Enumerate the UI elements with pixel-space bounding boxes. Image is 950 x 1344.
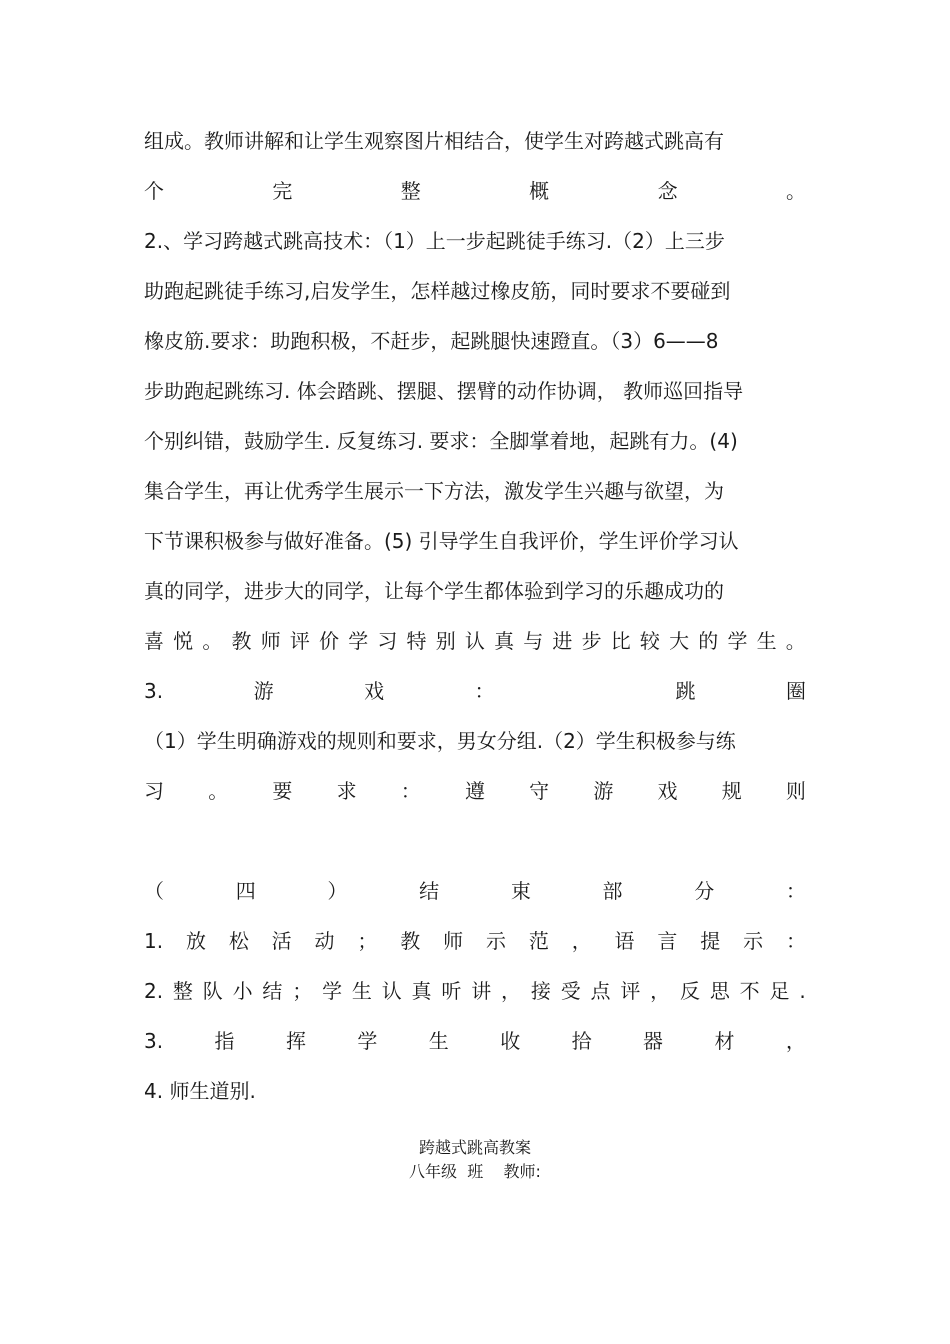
document-footer — [0, 1136, 950, 1184]
text-token: 念 — [657, 179, 678, 203]
text-token: 四 — [235, 879, 256, 903]
text-token: ； — [292, 979, 313, 1003]
text-token: 比 — [610, 629, 631, 653]
text-token: 分 — [694, 879, 715, 903]
text-token: 收 — [500, 1029, 521, 1053]
text-line — [144, 824, 806, 874]
text-token: ： — [785, 879, 806, 903]
text-token: 真 — [494, 629, 515, 653]
text-token: 游 — [253, 679, 274, 703]
text-token: 2. — [144, 979, 164, 1003]
text-token: 足 — [769, 979, 790, 1003]
text-token: 结 — [262, 979, 283, 1003]
text-token: 思 — [709, 979, 730, 1003]
text-token: 拾 — [571, 1029, 592, 1053]
text-token: ， — [501, 979, 522, 1003]
text-token: 生 — [351, 979, 372, 1003]
text-line — [144, 974, 806, 1024]
text-token: 束 — [510, 879, 531, 903]
text-token: ； — [357, 929, 378, 953]
text-token: 语 — [614, 929, 635, 953]
text-token: 真 — [411, 979, 432, 1003]
text-token: 材 — [714, 1029, 735, 1053]
text-token: 悦 — [173, 629, 194, 653]
text-token: 喜 — [144, 629, 164, 653]
text-token: 个 — [144, 179, 164, 203]
text-line — [144, 924, 806, 974]
text-line — [144, 1024, 806, 1074]
text-token: 习 — [377, 629, 398, 653]
text-token: 要 — [272, 779, 293, 803]
text-token: 师 — [443, 929, 464, 953]
text-line: 4. 师生道别. — [144, 1079, 256, 1103]
text-token: 挥 — [285, 1029, 306, 1053]
text-token: 示 — [485, 929, 506, 953]
text-token: 点 — [590, 979, 611, 1003]
text-line: 下节课积极参与做好准备。(5) 引导学生自我评价，学生评价学习认 — [144, 529, 739, 553]
text-line: 个别纠错，鼓励学生. 反复练习. 要求：全脚掌着地，起跳有力。(4) — [144, 429, 738, 453]
text-token: 听 — [441, 979, 462, 1003]
text-token: 教 — [231, 629, 252, 653]
text-token: 学 — [357, 1029, 378, 1053]
text-token: 的 — [698, 629, 719, 653]
text-line: 助跑起跳徒手练习,启发学生，怎样越过橡皮筋，同时要求不要碰到 — [144, 279, 731, 303]
text-token: ） — [327, 879, 348, 903]
text-token: 生 — [428, 1029, 449, 1053]
text-line: 集合学生，再让优秀学生展示一下方法，激发学生兴趣与欲望，为 — [144, 479, 724, 503]
text-line: 真的同学，进步大的同学，让每个学生都体验到学习的乐趣成功的 — [144, 579, 724, 603]
text-token: 范 — [528, 929, 549, 953]
text-token: 认 — [381, 979, 402, 1003]
text-token: ： — [400, 779, 421, 803]
text-token: 。 — [202, 629, 223, 653]
text-token: 游 — [593, 779, 614, 803]
text-token: 放 — [185, 929, 206, 953]
grade-teacher-line: 八年级 班 教师: — [409, 1162, 541, 1181]
text-line: 2.、学习跨越式跳高技术：（1）上一步起跳徒手练习.（2）上三步 — [144, 229, 725, 253]
text-line — [144, 674, 806, 724]
text-line: 步助跑起跳练习. 体会踏跳、摆腿、摆臂的动作协调， 教师巡回指导 — [144, 379, 744, 403]
text-token: 接 — [530, 979, 551, 1003]
text-token: 学 — [322, 979, 343, 1003]
text-token: ， — [571, 929, 592, 953]
text-token: 跳 — [675, 679, 696, 703]
text-token: 步 — [581, 629, 602, 653]
text-token: 3. — [144, 679, 164, 703]
text-token: 认 — [464, 629, 485, 653]
text-token: 。 — [785, 629, 806, 653]
text-token: 圈 — [786, 679, 806, 703]
text-token: 习 — [144, 779, 164, 803]
text-token: ： — [474, 679, 495, 703]
text-token: ， — [785, 1029, 806, 1053]
text-token: 进 — [552, 629, 573, 653]
text-token: 器 — [643, 1029, 664, 1053]
text-token: 评 — [620, 979, 641, 1003]
text-token: 规 — [721, 779, 742, 803]
text-token: . — [799, 979, 806, 1003]
text-token: 大 — [669, 629, 690, 653]
text-token: 整 — [400, 179, 421, 203]
text-token: 松 — [228, 929, 249, 953]
text-line — [144, 774, 806, 824]
text-token: 受 — [560, 979, 581, 1003]
text-token: 提 — [700, 929, 721, 953]
text-token: 学 — [348, 629, 369, 653]
text-token: 队 — [202, 979, 223, 1003]
text-token: ： — [785, 929, 806, 953]
text-line: 橡皮筋.要求：助跑积极，不赶步，起跳腿快速蹬直。（3）6——8 — [144, 329, 719, 353]
text-token: 价 — [319, 629, 340, 653]
text-token: 结 — [419, 879, 440, 903]
text-token: 部 — [602, 879, 623, 903]
text-token: 评 — [289, 629, 310, 653]
text-token: 示 — [743, 929, 764, 953]
text-token: 特 — [406, 629, 427, 653]
text-token: 完 — [272, 179, 293, 203]
text-token: 1. — [144, 929, 164, 953]
text-token: 讲 — [471, 979, 492, 1003]
text-token: 戏 — [364, 679, 385, 703]
text-line — [144, 174, 806, 224]
text-token: ， — [650, 979, 671, 1003]
text-token: 戏 — [657, 779, 678, 803]
text-token: 不 — [739, 979, 760, 1003]
text-token: 守 — [529, 779, 550, 803]
text-line — [144, 624, 806, 674]
text-token: 整 — [172, 979, 193, 1003]
text-token: （ — [144, 879, 164, 903]
text-line: （1）学生明确游戏的规则和要求，男女分组.（2）学生积极参与练 — [144, 729, 736, 753]
text-token: 遵 — [464, 779, 485, 803]
lesson-plan-title: 跨越式跳高教案 — [418, 1138, 531, 1157]
text-token: 求 — [336, 779, 357, 803]
document-body — [144, 124, 806, 1124]
text-token: 言 — [657, 929, 678, 953]
text-line — [144, 874, 806, 924]
text-token: 概 — [529, 179, 550, 203]
text-token: 活 — [271, 929, 292, 953]
text-token: 别 — [435, 629, 456, 653]
text-token: 反 — [680, 979, 700, 1003]
text-token: 教 — [400, 929, 421, 953]
text-token: 与 — [523, 629, 544, 653]
text-token: 3. — [144, 1029, 164, 1053]
text-token: 则 — [785, 779, 806, 803]
text-token: 师 — [260, 629, 281, 653]
text-token: 较 — [639, 629, 660, 653]
text-token: 小 — [232, 979, 253, 1003]
text-token: 指 — [214, 1029, 235, 1053]
text-token: 动 — [314, 929, 335, 953]
text-token: 学 — [727, 629, 748, 653]
text-token: 生 — [756, 629, 777, 653]
text-token: 。 — [208, 779, 229, 803]
text-token: 。 — [785, 179, 806, 203]
text-line: 组成。教师讲解和让学生观察图片相结合，使学生对跨越式跳高有 — [144, 129, 724, 153]
